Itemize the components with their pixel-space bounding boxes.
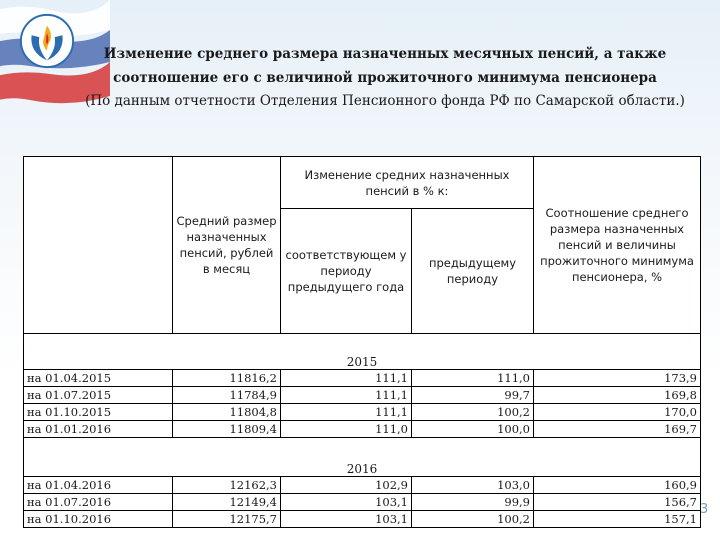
row-ratio: 173,9 [534, 370, 701, 387]
title-line-2: соотношение его с величиной прожиточного минимума пенсионера [113, 70, 657, 86]
row-avg: 11784,9 [173, 387, 281, 404]
row-date: на 01.07.2016 [24, 494, 173, 511]
row-avg: 11816,2 [173, 370, 281, 387]
header-empty-cell [24, 157, 173, 334]
row-avg: 12149,4 [173, 494, 281, 511]
title-line-1: Изменение среднего размера назначенных месячных пенсий, а также [103, 46, 667, 62]
title-source-note: (По данным отчетности Отделения Пенсионного фонда РФ по Самарской области.) [85, 93, 685, 109]
row-prev-year: 111,1 [281, 404, 412, 421]
table-row [24, 511, 701, 528]
header-change-prev-period: предыдущему периоду [412, 209, 534, 334]
row-prev-period: 100,0 [412, 421, 534, 438]
header-avg-pension: Средний размер назначенных пенсий, рублей в месяц [173, 157, 281, 334]
row-ratio: 160,9 [534, 477, 701, 494]
row-prev-year: 111,1 [281, 370, 412, 387]
row-date: на 01.10.2016 [24, 511, 173, 528]
row-date: на 01.10.2015 [24, 404, 173, 421]
row-prev-year: 111,0 [281, 421, 412, 438]
table-row [24, 421, 701, 438]
row-prev-period: 100,2 [412, 404, 534, 421]
pension-table [23, 156, 701, 528]
year-row-2016: 2016 [24, 438, 701, 477]
page-number: 3 [700, 502, 709, 517]
row-avg: 12162,3 [173, 477, 281, 494]
table-row [24, 370, 701, 387]
row-prev-period: 99,9 [412, 494, 534, 511]
row-prev-period: 111,0 [412, 370, 534, 387]
row-date: на 01.04.2015 [24, 370, 173, 387]
table-row [24, 477, 701, 494]
row-prev-period: 100,2 [412, 511, 534, 528]
row-prev-year: 102,9 [281, 477, 412, 494]
header-change-group: Изменение средних назначенных пенсий в % к: [281, 157, 534, 209]
slide-title [60, 42, 710, 112]
year-row-2015: 2015 [24, 334, 701, 370]
row-prev-year: 103,1 [281, 494, 412, 511]
row-ratio: 169,8 [534, 387, 701, 404]
row-date: на 01.01.2016 [24, 421, 173, 438]
row-date: на 01.07.2015 [24, 387, 173, 404]
row-avg: 11804,8 [173, 404, 281, 421]
row-ratio: 156,7 [534, 494, 701, 511]
row-prev-year: 103,1 [281, 511, 412, 528]
row-ratio: 170,0 [534, 404, 701, 421]
row-ratio: 157,1 [534, 511, 701, 528]
row-prev-period: 103,0 [412, 477, 534, 494]
table-row [24, 387, 701, 404]
row-prev-period: 99,7 [412, 387, 534, 404]
header-change-prev-year: соответствующем у периоду предыдущего года [281, 209, 412, 334]
table-row [24, 494, 701, 511]
row-avg: 11809,4 [173, 421, 281, 438]
row-avg: 12175,7 [173, 511, 281, 528]
table-row [24, 404, 701, 421]
row-prev-year: 111,1 [281, 387, 412, 404]
header-ratio: Соотношение среднего размера назначенных пенсий и величины прожиточного минимума пенсионера, % [534, 157, 701, 334]
row-ratio: 169,7 [534, 421, 701, 438]
row-date: на 01.04.2016 [24, 477, 173, 494]
